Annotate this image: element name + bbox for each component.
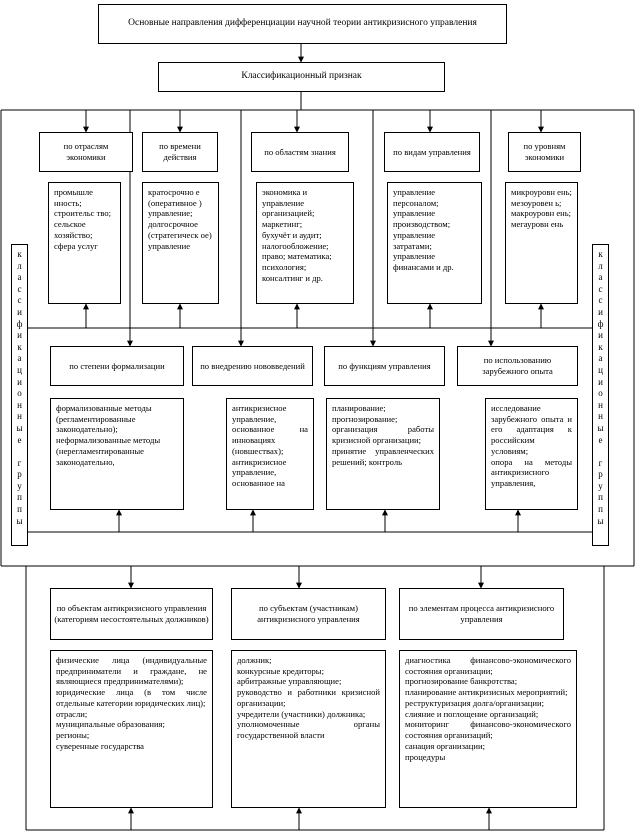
list-item: исследование зарубежного опыта и его адаптация к российским условиям; xyxy=(491,403,572,456)
side-label-letter: л xyxy=(598,260,603,271)
side-label-letter: ы xyxy=(597,515,604,526)
list-item: должник; xyxy=(237,655,272,665)
side-label-letter: н xyxy=(598,411,603,422)
list-item: мезоуровен ь; xyxy=(511,197,562,208)
list-item: суверенные государства xyxy=(56,740,144,751)
side-label-letter: и xyxy=(598,306,603,317)
side-label-letter: н xyxy=(598,399,603,410)
list-item: макроуровн ень; xyxy=(511,208,572,219)
side-label-letter: и xyxy=(17,330,22,341)
side-label-letter: с xyxy=(598,283,603,294)
side-label-letter: н xyxy=(17,399,22,410)
list-innovations xyxy=(226,398,314,510)
list-item: руководство и работники кризисной организации; xyxy=(237,687,380,708)
side-label-letter xyxy=(12,446,27,458)
list-item: экономика и управление организацией; xyxy=(262,187,315,219)
side-label-letter: л xyxy=(17,260,22,271)
list-item: регионы; xyxy=(56,730,90,741)
side-label-letter: е xyxy=(17,434,22,445)
list-item: психология; xyxy=(262,262,307,273)
list-item: слияние и поглощение организаций; xyxy=(405,708,539,719)
side-label-letter: ы xyxy=(16,422,23,433)
list-item: уполномоченные органы государственной власти xyxy=(237,719,380,741)
classifier-text: Классификационный признак xyxy=(241,71,362,82)
list-item: планирование антикризисных мероприятий; xyxy=(405,687,568,698)
side-label-letter: с xyxy=(17,295,22,306)
header-industries-text: по отраслям экономики xyxy=(63,141,109,162)
list-management-types xyxy=(387,182,482,304)
side-label-left xyxy=(11,244,28,546)
list-item: муниципальные образования; xyxy=(56,719,165,730)
list-item: диагностика финансово-экономического состояния организации; xyxy=(405,655,571,676)
list-item: мониторинг финансово-экономического состояния организаций; xyxy=(405,719,571,741)
list-item: право; математика; xyxy=(262,251,332,262)
list-economy-levels xyxy=(505,182,578,304)
list-item: организация работы кризисной организации; xyxy=(332,424,434,446)
list-item: формализованные методы (регламентированные законодательно); xyxy=(56,403,152,435)
side-label-letter xyxy=(593,446,608,458)
header-management-types xyxy=(384,132,480,172)
list-item: конкурсные кредиторы; xyxy=(237,665,324,676)
side-label-right xyxy=(592,244,609,546)
side-label-letter: ы xyxy=(597,422,604,433)
side-label-letter: о xyxy=(598,388,603,399)
list-item: управление персоналом; xyxy=(393,187,439,208)
header-functions xyxy=(324,346,445,386)
list-item: учредители (участники) должника; xyxy=(237,708,366,719)
side-label-letter: а xyxy=(17,353,22,364)
side-label-letter: п xyxy=(598,492,603,503)
side-label-letter: а xyxy=(17,272,22,283)
side-label-letter: к xyxy=(17,341,22,352)
list-item: юридические лица (в том числе отдельные категории юридических лиц); xyxy=(56,687,207,708)
list-item: маркетинг; xyxy=(262,219,303,230)
side-label-letter: ы xyxy=(16,515,23,526)
list-knowledge xyxy=(256,182,354,304)
list-item: строительс тво; xyxy=(54,208,112,219)
list-industries xyxy=(48,182,121,304)
list-item: неформализованные методы (нерегламентированные законодательно, xyxy=(56,435,161,467)
header-industries xyxy=(39,132,133,172)
list-item: промышле нность; xyxy=(54,187,93,208)
side-label-letter: с xyxy=(598,295,603,306)
header-time xyxy=(142,132,218,172)
header-functions-text: по функциям управления xyxy=(338,360,431,371)
side-label-letter: п xyxy=(598,504,603,515)
header-formalization xyxy=(50,346,184,386)
side-label-letter: и xyxy=(17,376,22,387)
side-label-letter: г xyxy=(598,457,603,468)
header-economy-levels xyxy=(508,132,581,172)
list-item: физические лица (индивидуальные предприниматели и граждане, не являющиеся предпринимателями); xyxy=(56,655,207,687)
side-label-letter: и xyxy=(17,306,22,317)
list-item: арбитражные управляющие; xyxy=(237,676,342,687)
side-label-letter: е xyxy=(598,434,603,445)
header-process-elements-text: по элементам процесса антикризисного управления xyxy=(408,603,555,624)
list-item: сфера услуг xyxy=(54,240,98,251)
list-item: налогообложение; xyxy=(262,240,329,251)
list-item: мегауровн ень xyxy=(511,219,564,230)
side-label-letter: п xyxy=(17,492,22,503)
list-item: долгосрочное (стратегическ ое) управление xyxy=(148,219,212,251)
header-innovations xyxy=(192,346,313,386)
header-economy-levels-text: по уровням экономики xyxy=(523,141,566,162)
side-label-letter: н xyxy=(17,411,22,422)
header-knowledge-text: по областям знания xyxy=(264,146,336,157)
classifier-box xyxy=(158,62,445,92)
side-label-letter: п xyxy=(17,504,22,515)
list-item: принятие управленческих решений; контроль xyxy=(332,445,434,467)
list-item: опора на методы антикризисного управления, xyxy=(491,456,572,489)
list-time xyxy=(142,182,219,304)
list-item: управление затратами; xyxy=(393,229,436,251)
side-label-letter: а xyxy=(598,353,603,364)
header-objects-text: по объектам антикризисного управления (категориям несостоятельных должников) xyxy=(54,603,209,624)
side-label-letter: и xyxy=(598,376,603,387)
side-label-letter: у xyxy=(17,480,22,491)
side-label-letter: о xyxy=(17,388,22,399)
list-item: управление производством; xyxy=(393,208,451,230)
diagram-title xyxy=(98,4,507,44)
list-formalization xyxy=(50,398,184,510)
header-objects xyxy=(50,588,213,640)
header-knowledge xyxy=(251,132,349,172)
list-item: сельское хозяйство; xyxy=(54,219,93,240)
list-item: санация организации; xyxy=(405,740,485,751)
side-label-letter: р xyxy=(17,469,22,480)
side-label-letter: к xyxy=(598,249,603,259)
list-item: антикризисное управление, основанное на инновациях (новшествах); xyxy=(232,403,308,456)
list-item: процедуры xyxy=(405,751,446,762)
list-item: реструктуризация долга/организации; xyxy=(405,697,544,708)
side-label-letter: ц xyxy=(17,364,22,375)
list-item: микроуровн ень; xyxy=(511,187,572,197)
list-item: управление финансами и др. xyxy=(393,251,454,273)
side-label-letter: г xyxy=(17,457,22,468)
header-foreign-experience-text: по использованию зарубежного опыта xyxy=(482,355,553,376)
list-foreign-experience xyxy=(485,398,578,510)
header-process-elements xyxy=(399,588,564,640)
list-item: прогнозирование; xyxy=(332,413,398,424)
list-item: прогнозирование банкротства; xyxy=(405,676,518,687)
side-label-letter: ц xyxy=(598,364,603,375)
list-item: кратосрочно е (оперативное ) управление; xyxy=(148,187,202,219)
side-label-letter: и xyxy=(598,330,603,341)
diagram-title-text: Основные направления дифференциации научной теории антикризисного управления xyxy=(128,18,477,29)
header-innovations-text: по внедрению нововведений xyxy=(200,360,305,371)
side-label-letter: а xyxy=(598,272,603,283)
list-item: антикризисное управление, основанное на xyxy=(232,456,287,489)
list-process-elements xyxy=(399,650,577,808)
side-label-letter: р xyxy=(598,469,603,480)
side-label-letter: у xyxy=(598,480,603,491)
header-subjects xyxy=(231,588,386,640)
side-label-letter: к xyxy=(598,341,603,352)
list-objects xyxy=(50,650,213,808)
list-item: планирование; xyxy=(332,403,386,413)
header-formalization-text: по степени формализации xyxy=(69,360,165,371)
side-label-letter: ф xyxy=(16,318,23,329)
side-label-letter: ф xyxy=(597,318,604,329)
list-item: консалтинг и др. xyxy=(262,272,323,283)
list-subjects xyxy=(231,650,386,808)
side-label-letter: к xyxy=(17,249,22,259)
header-subjects-text: по субъектам (участникам) антикризисного управления xyxy=(257,603,360,624)
list-item: бухучёт и аудит; xyxy=(262,229,322,240)
list-functions xyxy=(326,398,440,510)
header-management-types-text: по видам управления xyxy=(393,146,471,157)
header-time-text: по времени действия xyxy=(159,141,201,162)
header-foreign-experience xyxy=(457,346,578,386)
list-item: отрасли; xyxy=(56,708,88,719)
side-label-letter: с xyxy=(17,283,22,294)
